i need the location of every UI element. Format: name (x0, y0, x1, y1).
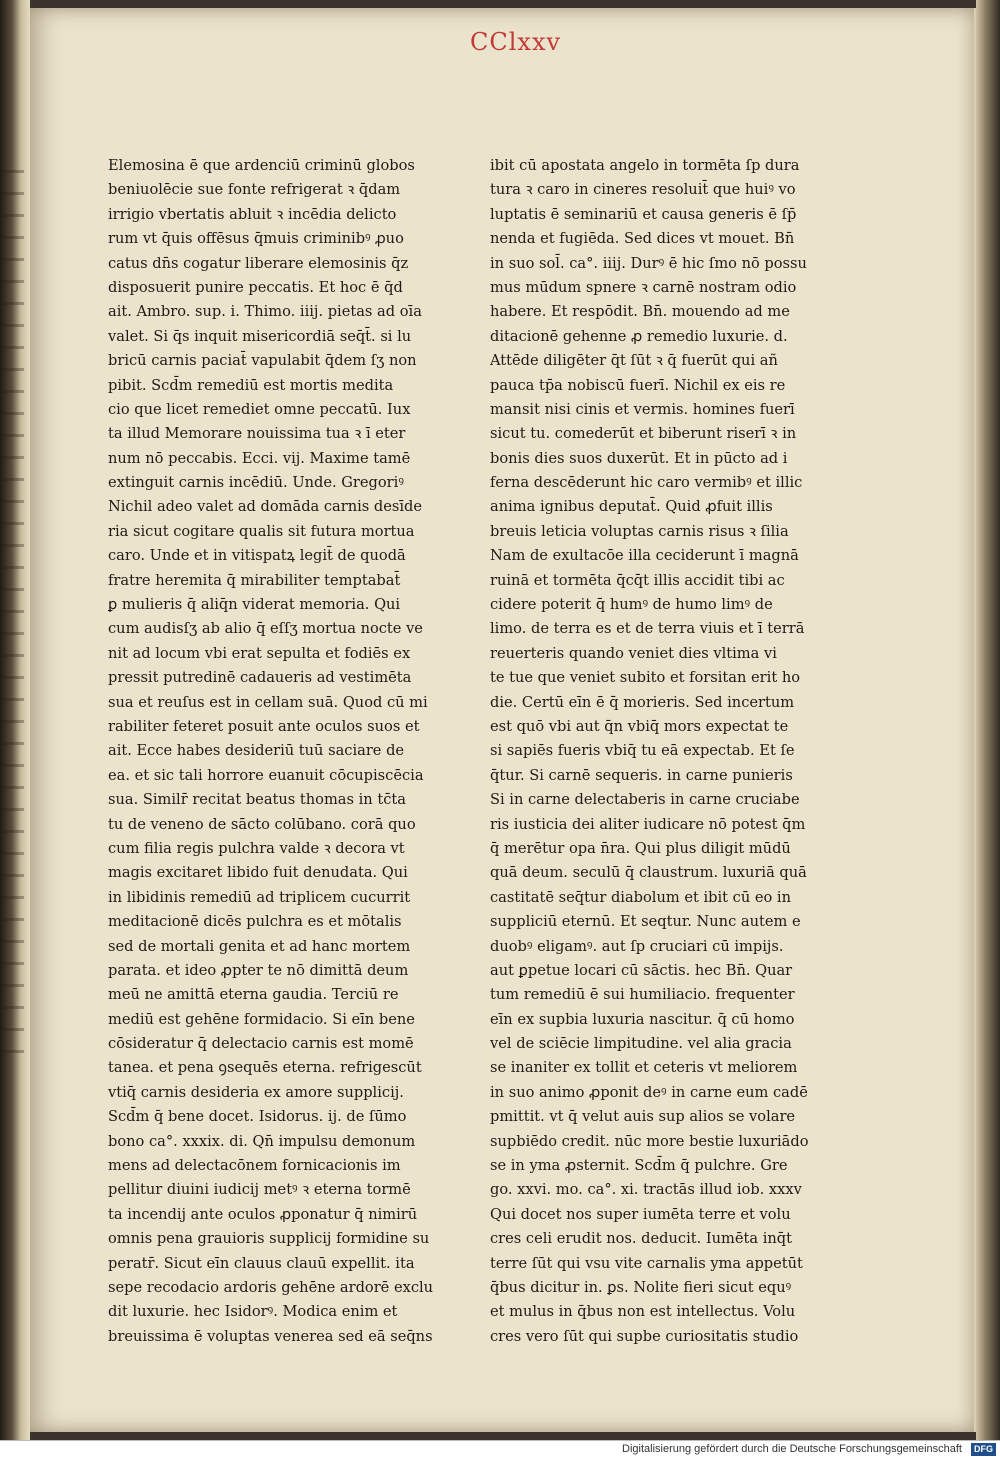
text-line: q̄bus dicitur in. ꝑs. Nolite fieri sicut equꝰ (490, 1278, 792, 1296)
text-line: eīn ex supbia luxuria nascitur. q̄ cū homo (490, 1010, 795, 1028)
text-line: aut ꝑpetue locari cū sāctis. hec Bn̄. Quar (490, 961, 793, 979)
text-line: supbiēdo credit. nūc more bestie luxuriādo (490, 1132, 809, 1150)
text-line: Attēde diligēter q̄t ſūt ꝛ q̄ fuerūt qui añ (490, 352, 778, 370)
text-line: go. xxvi. mo. ca°. xi. tractās illud iob. xxxv (490, 1181, 802, 1199)
facing-page-text-edge (2, 170, 24, 1070)
text-line: habere. Et respōdit. Bn̄. mouendo ad me (490, 303, 790, 321)
text-line: nit ad locum vbi erat sepulta et fodiēs ex (108, 644, 411, 662)
text-line: ferna descēderunt hic caro vermibꝰ et illic (490, 474, 803, 492)
text-line: magis excitaret libido fuit denudata. Qui (108, 864, 408, 882)
text-line: cidere poterit q̄ humꝰ de humo limꝰ de (490, 596, 773, 614)
text-line: bricū carnis paciat̄ vapulabit q̄dem ſʒ non (108, 352, 417, 370)
text-line: Si in carne delectaberis in carne cruciabe (490, 791, 800, 809)
folio-number: CClxxv (470, 28, 562, 56)
dfg-logo: DFG (971, 1443, 996, 1456)
text-line: suppliciū eternū. Et seqtur. Nunc autem e (490, 913, 801, 931)
text-line: in libidinis remediū ad triplicem cucurrit (108, 888, 411, 906)
funding-credit: Digitalisierung gefördert durch die Deutsche Forschungsgemeinschaft (622, 1443, 962, 1455)
text-line: sua et reuſus est in cellam suā. Quod cū mi (108, 693, 428, 711)
text-line: ta incendij ante oculos ꝓponatur q̄ nimirū (108, 1205, 418, 1223)
text-line: beniuolēcie sue fonte refrigerat ꝛ q̄dam (108, 181, 401, 199)
text-line: ibit cū apostata angelo in tormēta ſp dura (490, 157, 800, 174)
text-line: cres vero ſūt qui supbe curiositatis studio (490, 1327, 799, 1345)
text-line: omnis pena grauioris supplicij formidine su (108, 1230, 430, 1248)
text-line: q̄ merētur opa n̄ra. Qui plus diligit mūdū (490, 839, 791, 857)
text-line: si sapiēs fueris vbiq̄ tu eā expectab. Et ſe (490, 742, 795, 760)
text-line: extinguit carnis incēdiū. Unde. Gregoriꝰ (108, 474, 404, 492)
text-line: pibit. Scd̄m remediū est mortis medita (108, 376, 394, 394)
text-line: breuissima ē voluptas venerea sed eā seq̄ns (108, 1327, 433, 1345)
text-line: tum remediū ē sui humiliacio. frequenter (490, 986, 795, 1004)
text-line: bonis dies suos duxerūt. Et in pūcto ad i (490, 449, 788, 467)
text-line: mediū est gehēne formidacio. Si eīn bene (108, 1010, 415, 1028)
text-line: num nō peccabis. Ecci. vij. Maxime tamē (108, 449, 411, 467)
text-line: caro. Unde et in vitispatꝝ legit̄ de quodā (108, 547, 406, 565)
text-line: bono ca°. xxxix. di. Qn̄ impulsu demonum (108, 1132, 416, 1150)
text-line: fratre heremita q̄ mirabiliter temptabat̄ (108, 571, 401, 589)
text-line: disposuerit punire peccatis. Et hoc ē q̄d (108, 278, 403, 296)
page-edge (976, 0, 1000, 1440)
text-line: nenda et fugiēda. Sed dices vt mouet. Bn̄ (490, 230, 795, 248)
text-line: te tue que veniet subito et forsitan erit ho (490, 669, 801, 687)
text-line: pauca tp̄a nobiscū fuerī. Nichil ex eis re (490, 376, 786, 394)
text-line: est quō vbi aut q̄n vbiq̄ mors expectat te (490, 717, 789, 735)
text-line: sicut tu. comederūt et biberunt riserī ꝛ in (490, 425, 797, 443)
text-line: meū ne amittā eterna gaudia. Terciū re (108, 986, 399, 1004)
text-line: vel de sciēcie limpitudine. vel alia gracia (490, 1035, 792, 1053)
text-line: breuis leticia voluptas carnis risus ꝛ ſilia (490, 522, 789, 540)
text-line: q̄tur. Si carnē sequeris. in carne punieris (490, 766, 793, 784)
text-line: mus mūdum spnere ꝛ carnē nostram odio (490, 278, 797, 296)
text-line: rum vt q̄uis offēsus q̄muis criminibꝰ ꝓuo (108, 230, 404, 248)
text-line: in suo sol̄. ca°. iiij. Durꝰ ē hic ſmo nō possu (490, 254, 807, 272)
text-line: ꝑ mulieris q̄ aliq̄n viderat memoria. Qui (108, 596, 401, 614)
text-line: valet. Si q̄s inquit misericordiā seq̄t̄. si lu (108, 327, 412, 345)
book-spine (0, 0, 30, 1440)
text-line: cōsideratur q̄ delectacio carnis est momē (108, 1035, 414, 1053)
text-line: terre ſūt qui vsu vite carnalis yma appetūt (490, 1254, 803, 1272)
text-line: irrigio vbertatis abluit ꝛ incēdia delicto (108, 205, 397, 223)
text-line: in suo animo ꝓponit deꝰ in carne eum cadē (490, 1083, 808, 1101)
text-line: peratr̄. Sicut eīn clauus clauū expellit. ita (108, 1254, 415, 1272)
footer-bar (0, 1440, 1000, 1458)
text-line: vtiq̄ carnis desideria ex amore supplicij. (108, 1083, 404, 1101)
text-line: anima ignibus deputat̄. Quid ꝓfuit illis (490, 498, 773, 516)
text-line: Scd̄m q̄ bene docet. Isidorus. ij. de ſūmo (108, 1108, 407, 1126)
text-line: ait. Ecce habes desideriū tuū saciare de (108, 742, 405, 760)
text-line: tanea. et pena ꝯsequēs eterna. refrigescūt (108, 1059, 422, 1077)
text-line: reuerteris quando veniet dies vltima vi (490, 644, 777, 662)
right-text-column (490, 154, 810, 1349)
text-line: cum audisſʒ ab alio q̄ eſſʒ mortua nocte ve (108, 620, 423, 638)
text-line: meditacionē dicēs pulchra es et mōtalis (108, 913, 402, 931)
text-line: sed de mortali genita et ad hanc mortem (108, 937, 411, 955)
text-line: tu de veneno de sācto colūbano. corā quo (108, 815, 416, 833)
text-line: luptatis ē seminariū et causa generis ē ſp̄ (490, 205, 797, 223)
text-line: ria sicut cogitare qualis sit futura mortua (108, 522, 415, 540)
text-line: Nam de exultacōe illa ceciderunt ī magnā (490, 547, 799, 565)
text-line: ait. Ambro. sup. i. Thimo. iiij. pietas ad oīa (108, 303, 422, 321)
text-line: quā deum. seculū q̄ claustrum. luxuriā quā (490, 864, 807, 882)
text-line: ruinā et tormēta q̄cq̄t illis accidit tibi ac (490, 571, 785, 589)
text-line: mens ad delectacōnem fornicacionis im (108, 1157, 401, 1175)
text-line: et mulus in q̄bus non est intellectus. Volu (490, 1303, 796, 1321)
text-line: limo. de terra es et de terra viuis et ī terrā (490, 620, 805, 638)
text-line: catus dn̄s cogatur liberare elemosinis q̄z (108, 254, 409, 272)
text-line: pmittit. vt q̄ velut auis sup alios se volare (490, 1108, 796, 1126)
text-line: castitatē seq̄tur diabolum et ibit cū eo in (490, 888, 791, 906)
text-line: sua. Similr̄ recitat beatus thomas in tc̄ta (108, 791, 406, 809)
text-line: die. Certū eīn ē q̄ morieris. Sed incertum (490, 693, 795, 711)
text-line: se inaniter ex tollit et ceteris vt meliorem (490, 1059, 798, 1077)
text-line: cio que licet remediet omne peccatū. Iux (108, 400, 411, 418)
text-line: tura ꝛ caro in cineres resoluit̄ que huiꝰ vo (490, 181, 796, 199)
text-line: rabiliter feteret posuit ante oculos suos et (108, 717, 420, 735)
text-line: pressit putredinē cadaueris ad vestimēta (108, 669, 412, 687)
text-line: mansit nisi cinis et vermis. homines fuerī (490, 400, 795, 418)
text-line: ris iusticia dei aliter iudicare nō potest q̄m (490, 815, 806, 833)
text-line: Qui docet nos super iumēta terre et volu (490, 1205, 791, 1223)
text-line: pellitur diuini iudicij metꝰ ꝛ eterna tormē (108, 1181, 411, 1199)
text-line: cres celi erudit nos. deducit. Iumēta inq̄t (490, 1230, 792, 1248)
text-line: ea. et sic tali horrore euanuit cōcupiscēcia (108, 766, 424, 784)
text-line: cum filia regis pulchra valde ꝛ decora vt (108, 839, 405, 857)
text-line: Elemosina ē que ardenciū criminū globos (108, 157, 415, 174)
text-line: dit luxurie. hec Isidorꝰ. Modica enim et (108, 1303, 398, 1321)
text-line: sepe recodacio ardoris gehēne ardorē exclu (108, 1278, 434, 1296)
text-line: duobꝰ eligamꝰ. aut ſp cruciari cū impijs. (490, 937, 784, 955)
text-line: parata. et ideo ꝓpter te nō dimittā deum (108, 961, 409, 979)
text-line: ditacionē gehenne ꝓ remedio luxurie. d. (490, 327, 788, 345)
left-text-column (108, 154, 438, 1349)
text-line: se in yma ꝓsternit. Scd̄m q̄ pulchre. Gre (490, 1157, 788, 1175)
text-line: ta illud Memorare nouissima tua ꝛ ī eter (108, 425, 406, 443)
text-line: Nichil adeo valet ad domāda carnis desīde (108, 498, 423, 516)
